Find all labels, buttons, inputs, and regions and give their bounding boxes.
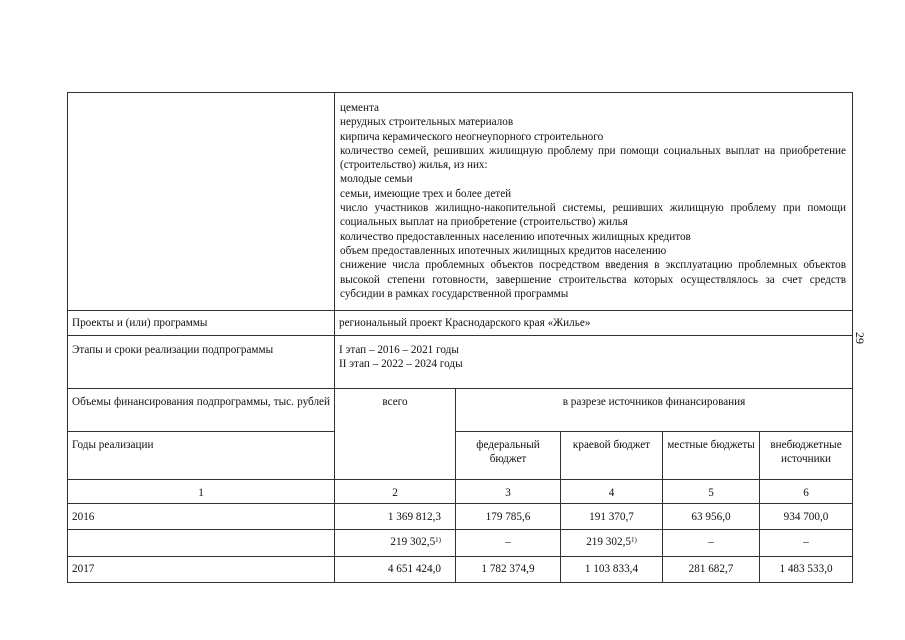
extrabudgetary-header: внебюджетные источники	[760, 432, 853, 480]
table-row-2016	[68, 504, 853, 530]
indicator-item: количество предоставленных населению ипотечных жилищных кредитов	[340, 230, 691, 243]
federal-cell: –	[456, 530, 561, 557]
table-row-subsidy	[68, 530, 853, 557]
indicator-item: цемента	[340, 102, 379, 114]
year-cell: 2016	[68, 504, 335, 530]
sources-header: в разрезе источников финансирования	[456, 389, 853, 432]
local-budgets-header: местные бюджеты	[663, 432, 760, 480]
stage-1: I этап – 2016 – 2021 годы	[339, 344, 459, 356]
regional-cell	[561, 530, 663, 557]
total-header: всего	[335, 389, 456, 480]
subprogram-passport-table	[67, 92, 853, 583]
extra-cell: 1 483 533,0	[760, 557, 853, 583]
indicator-item: число участников жилищно-накопительной системы, решивших жилищную проблему при помощи социальных выплат на приобретение (строительство) жилья	[340, 202, 847, 229]
indicator-item: количество семей, решивших жилищную проблему при помощи социальных выплат на приобретение (строительство) жилья, из них:	[340, 144, 847, 172]
extra-cell: –	[760, 530, 853, 557]
total-cell: 4 651 424,0	[335, 557, 456, 583]
regional-cell: 1 103 833,4	[561, 557, 663, 583]
column-number: 2	[335, 480, 456, 504]
indicator-item: молодые семьи	[340, 173, 413, 186]
financing-subheader-row	[68, 432, 853, 480]
stage-2: II этап – 2022 – 2024 годы	[339, 358, 463, 371]
footnote-mark: 1)	[630, 536, 637, 545]
stages-label: Этапы и сроки реализации подпрограммы	[68, 336, 335, 389]
local-cell: –	[663, 530, 760, 557]
financing-label: Объемы финансирования подпрограммы, тыс. рублей	[72, 396, 330, 408]
indicators-row	[68, 93, 853, 311]
local-cell: 281 682,7	[663, 557, 760, 583]
column-numbers-row	[68, 480, 853, 504]
table-row-2017	[68, 557, 853, 583]
federal-cell: 1 782 374,9	[456, 557, 561, 583]
total-cell: 1 369 812,3	[335, 504, 456, 530]
financing-label-cell	[68, 389, 335, 432]
extra-cell: 934 700,0	[760, 504, 853, 530]
total-value: 219 302,5	[390, 536, 436, 549]
local-cell: 63 956,0	[663, 504, 760, 530]
projects-row	[68, 311, 853, 336]
projects-value: региональный проект Краснодарского края «Жилье»	[335, 311, 853, 336]
total-cell	[335, 530, 456, 557]
regional-cell: 191 370,7	[561, 504, 663, 530]
year-cell: 2017	[68, 557, 335, 583]
federal-cell: 179 785,6	[456, 504, 561, 530]
indicator-item: семьи, имеющие трех и более детей	[340, 187, 512, 200]
indicator-item: объем предоставленных ипотечных жилищных кредитов населению	[340, 244, 667, 257]
page-number: 29	[853, 332, 867, 344]
column-number: 5	[663, 480, 760, 504]
financing-header-row	[68, 389, 853, 432]
year-cell	[68, 530, 335, 557]
years-label: Годы реализации	[68, 432, 335, 480]
regional-budget-header: краевой бюджет	[561, 432, 663, 480]
indicator-item: кирпича керамического неогнеупорного строительного	[340, 130, 604, 143]
column-number: 1	[68, 480, 335, 504]
stages-row	[68, 336, 853, 389]
federal-budget-header: федеральный бюджет	[456, 432, 561, 480]
regional-value: 219 302,5	[586, 536, 631, 549]
column-number: 3	[456, 480, 561, 504]
indicators-label-cell	[68, 93, 335, 311]
projects-label: Проекты и (или) программы	[68, 311, 335, 336]
indicator-item: снижение числа проблемных объектов посредством введения в эксплуатацию проблемных объектов высокой степени готовности, завершение строительства которых осуществлялось за счет средств субсидии в рамках государственной программы	[340, 259, 847, 300]
stages-value	[335, 336, 853, 389]
column-number: 6	[760, 480, 853, 504]
column-number: 4	[561, 480, 663, 504]
indicator-item: нерудных строительных материалов	[340, 116, 514, 129]
indicators-list	[335, 93, 853, 311]
footnote-mark: 1)	[435, 536, 441, 545]
